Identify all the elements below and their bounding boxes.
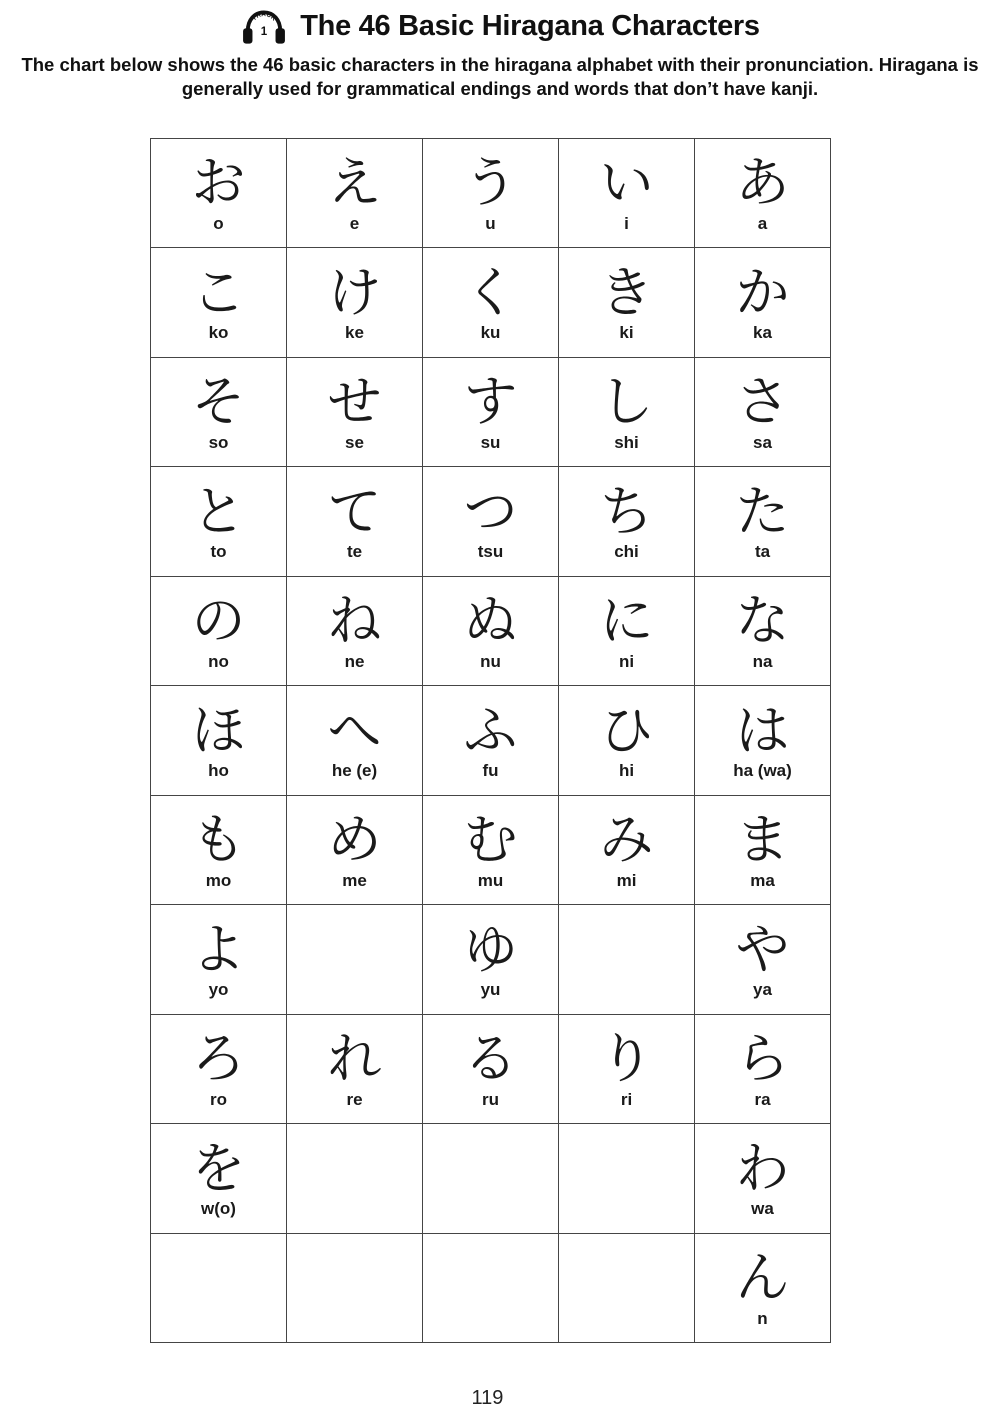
kana-character: ひ: [599, 698, 654, 762]
romaji-label: ke: [345, 323, 364, 343]
page-title: The 46 Basic Hiragana Characters: [300, 9, 760, 42]
kana-cell: [287, 248, 423, 358]
romaji-label: ni: [618, 651, 635, 671]
empty-cell: [559, 1124, 695, 1234]
kana-character: は: [735, 698, 790, 762]
romaji-label: u: [485, 213, 496, 233]
kana-character: の: [191, 589, 246, 653]
romaji-label: hi: [618, 761, 635, 781]
track-number: 1: [261, 25, 268, 38]
romaji-label: yo: [208, 980, 229, 1000]
kana-cell: [287, 357, 423, 467]
table-row: [151, 576, 831, 686]
romaji-label: te: [346, 542, 363, 562]
romaji-label: ri: [620, 1089, 633, 1109]
kana-cell: [151, 686, 287, 796]
romaji-label: wa: [751, 1199, 774, 1219]
kana-character: く: [463, 260, 518, 324]
romaji-label: ra: [754, 1089, 771, 1109]
kana-character: ゆ: [463, 917, 518, 981]
kana-cell: [695, 357, 831, 467]
kana-character: う: [463, 151, 518, 215]
kana-cell: [559, 357, 695, 467]
romaji-label: so: [208, 432, 229, 452]
kana-cell: [695, 248, 831, 358]
romaji-label: ko: [208, 323, 229, 343]
romaji-label: ru: [482, 1089, 499, 1109]
table-row: [151, 686, 831, 796]
table-row: [151, 467, 831, 577]
kana-cell: [151, 905, 287, 1015]
kana-character: え: [327, 151, 382, 215]
romaji-label: he (e): [331, 761, 378, 781]
romaji-label: ki: [619, 323, 634, 343]
kana-character: ろ: [191, 1027, 246, 1091]
kana-cell: [151, 576, 287, 686]
romaji-label: n: [757, 1308, 768, 1328]
romaji-label: ya: [753, 980, 772, 1000]
kana-cell: [287, 138, 423, 248]
kana-character: ふ: [463, 698, 518, 762]
kana-character: つ: [463, 479, 518, 543]
kana-character: も: [191, 808, 246, 872]
romaji-label: yu: [480, 980, 501, 1000]
kana-character: ぬ: [463, 589, 518, 653]
kana-cell: [423, 905, 559, 1015]
kana-character: こ: [191, 260, 246, 324]
kana-cell: [695, 138, 831, 248]
kana-character: ち: [599, 479, 654, 543]
kana-cell: [423, 1014, 559, 1124]
romaji-label: ro: [210, 1089, 227, 1109]
romaji-label: i: [624, 213, 629, 233]
romaji-label: na: [752, 651, 773, 671]
kana-character: ね: [327, 589, 382, 653]
romaji-label: shi: [614, 432, 639, 452]
romaji-label: ha (wa): [733, 761, 792, 781]
romaji-label: ne: [344, 651, 365, 671]
romaji-label: mu: [477, 870, 504, 890]
empty-cell: [287, 905, 423, 1015]
romaji-label: a: [757, 213, 768, 233]
kana-cell: [695, 1233, 831, 1343]
kana-character: る: [463, 1027, 518, 1091]
kana-cell: [559, 467, 695, 577]
romaji-label: me: [342, 870, 367, 890]
romaji-label: sa: [753, 432, 772, 452]
romaji-label: to: [210, 542, 227, 562]
romaji-label: su: [480, 432, 501, 452]
kana-cell: [559, 248, 695, 358]
kana-cell: [423, 576, 559, 686]
kana-cell: [695, 1124, 831, 1234]
romaji-label: tsu: [477, 542, 504, 562]
hiragana-chart-table: [150, 138, 831, 1344]
romaji-label: ka: [753, 323, 772, 343]
table-row: [151, 1124, 831, 1234]
kana-cell: [559, 576, 695, 686]
romaji-label: chi: [614, 542, 639, 562]
romaji-label: ma: [750, 870, 775, 890]
table-row: [151, 1014, 831, 1124]
page-subtitle: [5, 53, 995, 102]
kana-character: い: [599, 151, 654, 215]
kana-character: と: [191, 479, 246, 543]
kana-character: き: [599, 260, 654, 324]
romaji-label: re: [346, 1089, 363, 1109]
kana-cell: [151, 138, 287, 248]
kana-character: ん: [735, 1246, 790, 1310]
table-row: [151, 1233, 831, 1343]
kana-character: ら: [735, 1027, 790, 1091]
kana-cell: [287, 467, 423, 577]
kana-character: ま: [735, 808, 790, 872]
headphones-track-icon: [240, 6, 288, 47]
romaji-label: mo: [205, 870, 232, 890]
kana-character: わ: [735, 1136, 790, 1200]
table-row: [151, 905, 831, 1015]
kana-character: せ: [327, 370, 382, 434]
kana-cell: [559, 138, 695, 248]
kana-cell: [287, 576, 423, 686]
romaji-label: o: [213, 213, 224, 233]
kana-character: し: [599, 370, 654, 434]
page-footer: [150, 1387, 825, 1410]
table-row: [151, 248, 831, 358]
kana-cell: [559, 1014, 695, 1124]
kana-cell: [287, 1014, 423, 1124]
kana-cell: [695, 576, 831, 686]
kana-cell: [423, 686, 559, 796]
kana-character: す: [463, 370, 518, 434]
subtitle-line: generally used for grammatical endings and words that don’t have kanji.: [181, 78, 819, 100]
table-row: [151, 795, 831, 905]
empty-cell: [423, 1233, 559, 1343]
romaji-label: se: [345, 432, 364, 452]
romaji-label: ta: [754, 542, 771, 562]
empty-cell: [151, 1233, 287, 1343]
kana-character: へ: [327, 698, 382, 762]
empty-cell: [423, 1124, 559, 1234]
kana-cell: [151, 248, 287, 358]
romaji-label: e: [349, 213, 360, 233]
kana-character: け: [327, 260, 382, 324]
romaji-label: nu: [480, 651, 501, 671]
kana-cell: [559, 795, 695, 905]
kana-cell: [423, 138, 559, 248]
kana-cell: [559, 686, 695, 796]
kana-character: れ: [327, 1027, 382, 1091]
kana-cell: [151, 1014, 287, 1124]
kana-cell: [423, 357, 559, 467]
kana-cell: [423, 248, 559, 358]
page-header: [0, 0, 1000, 48]
kana-cell: [151, 357, 287, 467]
kana-character: そ: [191, 370, 246, 434]
kana-cell: [695, 905, 831, 1015]
kana-character: さ: [735, 370, 790, 434]
romaji-label: no: [208, 651, 229, 671]
kana-character: な: [735, 589, 790, 653]
kana-character: め: [327, 808, 382, 872]
kana-cell: [695, 795, 831, 905]
track-label: TRACK: [250, 10, 278, 22]
romaji-label: fu: [482, 761, 499, 781]
kana-character: む: [463, 808, 518, 872]
kana-character: ほ: [191, 698, 246, 762]
kana-character: よ: [191, 917, 246, 981]
subtitle-line: The chart below shows the 46 basic characters in the hiragana alphabet with their pronunciation. Hiragana is: [21, 54, 979, 75]
svg-text:TRACK: [251, 11, 278, 22]
romaji-label: w(o): [201, 1199, 236, 1219]
empty-cell: [287, 1233, 423, 1343]
kana-cell: [695, 467, 831, 577]
kana-cell: [695, 1014, 831, 1124]
kana-character: を: [191, 1136, 246, 1200]
empty-cell: [287, 1124, 423, 1234]
kana-character: お: [191, 151, 246, 215]
romaji-label: ku: [480, 323, 501, 343]
kana-cell: [287, 686, 423, 796]
kana-cell: [151, 795, 287, 905]
kana-character: り: [599, 1027, 654, 1091]
kana-character: や: [735, 917, 790, 981]
empty-cell: [559, 1233, 695, 1343]
kana-cell: [423, 795, 559, 905]
kana-cell: [151, 467, 287, 577]
kana-character: に: [599, 589, 654, 653]
kana-character: て: [327, 479, 382, 543]
kana-cell: [287, 795, 423, 905]
kana-character: み: [599, 808, 654, 872]
romaji-label: mi: [616, 870, 637, 890]
table-row: [151, 357, 831, 467]
kana-cell: [695, 686, 831, 796]
empty-cell: [559, 905, 695, 1015]
kana-character: あ: [735, 151, 790, 215]
table-row: [151, 138, 831, 248]
kana-character: か: [735, 260, 790, 324]
kana-cell: [151, 1124, 287, 1234]
romaji-label: ho: [208, 761, 229, 781]
kana-character: た: [735, 479, 790, 543]
page-number: 119: [471, 1387, 504, 1410]
kana-cell: [423, 467, 559, 577]
